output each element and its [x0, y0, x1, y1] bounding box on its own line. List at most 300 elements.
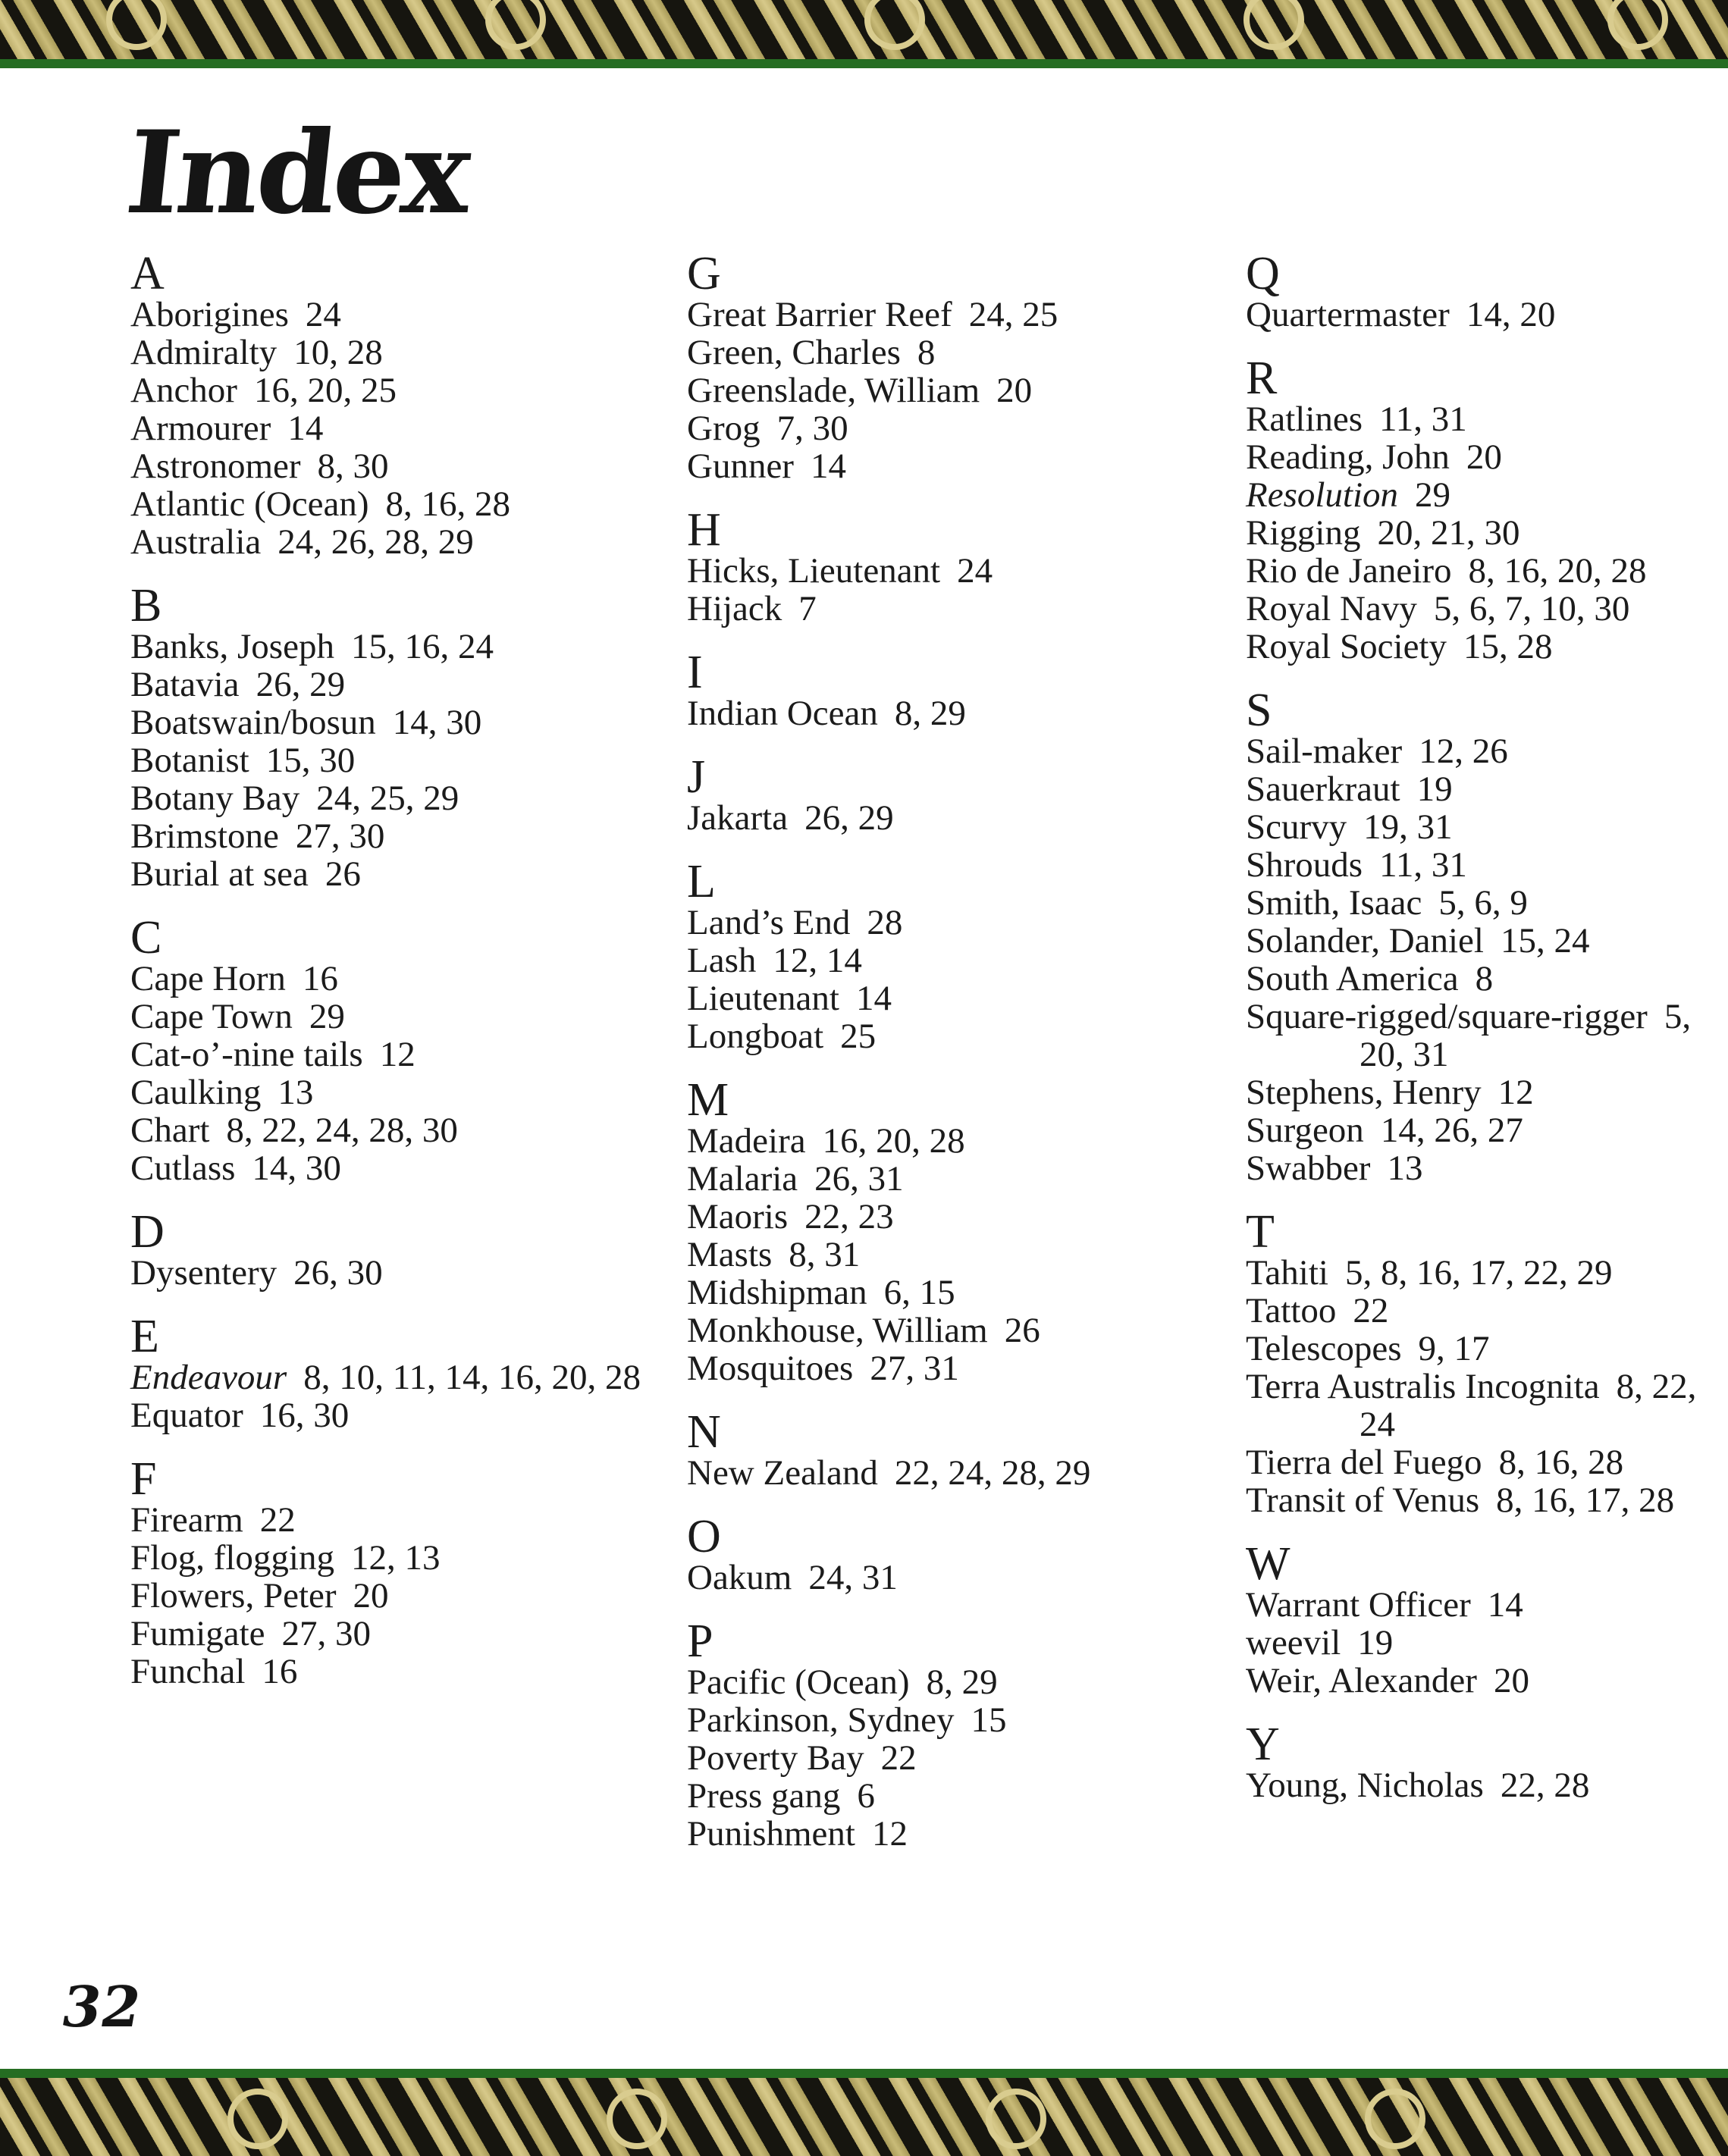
entry-pages: 19	[1357, 1623, 1394, 1662]
entry-term: Warrant Officer	[1246, 1585, 1471, 1625]
index-entry	[1246, 884, 1728, 922]
index-entry	[1246, 808, 1728, 846]
index-entry	[687, 942, 1248, 979]
entry-pages: 19	[1416, 769, 1453, 809]
index-entry	[130, 1254, 692, 1292]
index-entry	[1246, 922, 1728, 960]
entry-term: Gunner	[687, 447, 794, 486]
index-section	[1246, 685, 1728, 1188]
entry-pages: 16	[262, 1652, 298, 1691]
index-entry	[1246, 960, 1728, 998]
index-entry	[687, 334, 1248, 371]
entry-term: Anchor	[130, 371, 237, 410]
entry-term: Boatswain/bosun	[130, 703, 376, 742]
index-entry	[687, 1739, 1248, 1777]
index-section	[130, 248, 692, 562]
entry-pages: 26, 29	[256, 665, 346, 704]
index-entry	[1246, 1481, 1728, 1519]
entry-term: Reading, John	[1246, 437, 1450, 477]
index-entry	[687, 447, 1248, 485]
entry-pages: 11, 31	[1379, 845, 1467, 885]
index-section	[687, 248, 1248, 486]
entry-pages: 26, 30	[293, 1253, 383, 1293]
entry-pages: 20	[1493, 1661, 1529, 1700]
entry-pages: 8, 16, 17, 28	[1496, 1481, 1675, 1520]
index-section	[687, 647, 1248, 733]
entry-term: Fumigate	[130, 1614, 265, 1653]
entry-term: Pacific (Ocean)	[687, 1662, 910, 1702]
index-entry	[1246, 590, 1728, 628]
index-section	[130, 1206, 692, 1293]
entry-pages: 26, 29	[804, 798, 894, 838]
index-column-3	[1246, 248, 1728, 1827]
entry-pages: 22, 28	[1500, 1766, 1590, 1805]
entry-pages: 24	[957, 551, 993, 591]
entry-pages: 22	[880, 1738, 917, 1778]
entry-term: Smith, Isaac	[1246, 883, 1422, 923]
entry-term: Batavia	[130, 665, 240, 704]
index-entry	[687, 1663, 1248, 1701]
index-section	[1246, 353, 1728, 666]
entry-pages: 24, 26, 28, 29	[278, 522, 474, 562]
index-entry	[130, 371, 692, 409]
index-entry	[687, 1777, 1248, 1815]
entry-pages: 16, 20, 28	[822, 1121, 965, 1161]
entry-term: Mosquitoes	[687, 1349, 854, 1388]
entry-pages: 14, 30	[392, 703, 482, 742]
entry-pages: 6, 15	[883, 1273, 955, 1312]
entry-term: Malaria	[687, 1159, 798, 1199]
entry-pages: 27, 30	[281, 1614, 372, 1653]
border-ornament-icon	[106, 0, 167, 50]
entry-pages: 22, 24, 28, 29	[894, 1453, 1091, 1493]
section-letter: G	[687, 248, 721, 299]
entry-pages: 8, 22, 24, 28, 30	[226, 1111, 458, 1150]
entry-term: Square-rigged/square-rigger	[1246, 997, 1648, 1036]
entry-term: Great Barrier Reef	[687, 295, 952, 334]
index-column-2	[687, 248, 1248, 1876]
entry-pages: 16, 20, 25	[253, 371, 397, 410]
section-letter: P	[687, 1615, 713, 1667]
entry-term: Hijack	[687, 589, 782, 628]
section-letter: F	[130, 1453, 157, 1505]
index-entry	[130, 960, 692, 998]
entry-term: Press gang	[687, 1776, 841, 1816]
index-entry	[687, 1815, 1248, 1853]
entry-pages: 8, 10, 11, 14, 16, 20, 28	[303, 1358, 641, 1397]
section-letter: A	[130, 248, 165, 299]
entry-pages: 14, 30	[252, 1149, 341, 1188]
entry-pages: 12, 26	[1419, 732, 1508, 771]
index-entry	[130, 1577, 692, 1615]
bottom-decorative-border	[0, 2069, 1728, 2156]
border-ornament-icon	[1365, 2089, 1425, 2149]
entry-term: Astronomer	[130, 447, 301, 486]
entry-pages: 8	[1475, 959, 1494, 998]
index-entry	[1246, 1624, 1728, 1662]
index-section	[687, 1406, 1248, 1493]
index-entry	[1246, 1586, 1728, 1624]
index-entry	[1246, 1254, 1728, 1292]
entry-term: Brimstone	[130, 816, 279, 856]
entry-pages: 5, 6, 7, 10, 30	[1433, 589, 1630, 628]
entry-pages: 12	[1497, 1073, 1534, 1112]
index-entry	[130, 1539, 692, 1577]
index-entry	[687, 1311, 1248, 1349]
entry-pages: 12, 14	[773, 941, 862, 980]
entry-pages: 15, 24	[1500, 921, 1590, 960]
entry-term: Burial at sea	[130, 854, 309, 894]
entry-pages: 8, 16, 20, 28	[1468, 551, 1647, 591]
entry-term: Greenslade, William	[687, 371, 980, 410]
entry-pages: 25	[840, 1017, 877, 1056]
border-ornament-icon	[607, 2089, 667, 2149]
entry-term: Punishment	[687, 1814, 855, 1854]
entry-pages: 12	[379, 1035, 416, 1074]
entry-term: Terra Australis Incognita	[1246, 1367, 1600, 1406]
entry-term: Cutlass	[130, 1149, 236, 1188]
entry-term: Caulking	[130, 1073, 262, 1112]
entry-pages: 12	[871, 1814, 908, 1854]
entry-term: Royal Society	[1246, 627, 1447, 666]
section-letter: S	[1246, 685, 1272, 736]
entry-pages: 19, 31	[1363, 807, 1453, 847]
index-entry	[1246, 1073, 1728, 1111]
index-entry	[1246, 1443, 1728, 1481]
index-section	[1246, 1719, 1728, 1805]
border-ornament-icon	[864, 0, 925, 50]
entry-pages: 5, 6, 9	[1438, 883, 1528, 923]
index-entry	[1246, 1111, 1728, 1149]
entry-term: New Zealand	[687, 1453, 878, 1493]
index-entry	[1246, 1766, 1728, 1804]
entry-pages: 8, 22, 24	[1360, 1367, 1697, 1444]
entry-pages: 29	[1415, 475, 1451, 515]
index-section	[1246, 1538, 1728, 1700]
entry-term: Parkinson, Sydney	[687, 1700, 955, 1740]
entry-term: Sauerkraut	[1246, 769, 1400, 809]
index-section	[1246, 248, 1728, 334]
index-entry	[1246, 400, 1728, 438]
entry-pages: 20	[353, 1576, 389, 1615]
index-entry	[130, 485, 692, 523]
entry-pages: 15, 16, 24	[350, 627, 494, 666]
index-entry	[1246, 1368, 1728, 1443]
index-entry	[1246, 438, 1728, 476]
index-entry	[130, 334, 692, 371]
entry-pages: 22	[1353, 1291, 1389, 1330]
entry-term: Green, Charles	[687, 333, 901, 372]
entry-term: Dysentery	[130, 1253, 278, 1293]
entry-term: Stephens, Henry	[1246, 1073, 1482, 1112]
index-entry	[687, 552, 1248, 590]
entry-term: Cape Town	[130, 997, 293, 1036]
index-entry	[130, 998, 692, 1036]
entry-pages: 24, 25, 29	[316, 779, 459, 818]
index-entry	[1246, 476, 1728, 514]
entry-term: Ratlines	[1246, 400, 1363, 439]
border-ornament-icon	[227, 2089, 288, 2149]
index-entry	[1246, 514, 1728, 552]
entry-term: Swabber	[1246, 1149, 1371, 1188]
entry-pages: 29	[309, 997, 345, 1036]
entry-pages: 14, 26, 27	[1380, 1111, 1523, 1150]
index-entry	[1246, 732, 1728, 770]
entry-term: Surgeon	[1246, 1111, 1364, 1150]
entry-term: South America	[1246, 959, 1459, 998]
entry-term: Masts	[687, 1235, 773, 1274]
entry-term: Lash	[687, 941, 757, 980]
section-letter: O	[687, 1511, 721, 1562]
index-entry	[130, 817, 692, 855]
entry-term: Admiralty	[130, 333, 278, 372]
entry-pages: 10, 28	[293, 333, 383, 372]
entry-term: Monkhouse, William	[687, 1311, 988, 1350]
entry-term: Banks, Joseph	[130, 627, 334, 666]
entry-pages: 6	[857, 1776, 875, 1816]
entry-term: Botanist	[130, 741, 249, 780]
entry-pages: 14	[810, 447, 846, 486]
entry-pages: 7	[798, 589, 817, 628]
entry-pages: 8, 31	[789, 1235, 861, 1274]
index-entry	[130, 1149, 692, 1187]
index-entry	[687, 1236, 1248, 1274]
index-entry	[1246, 1330, 1728, 1368]
section-letter: R	[1246, 353, 1278, 404]
page-title: Index	[120, 106, 475, 240]
index-entry	[130, 523, 692, 561]
index-entry	[687, 1701, 1248, 1739]
index-column-1	[130, 248, 692, 1713]
entry-term: Endeavour	[130, 1358, 287, 1397]
entry-pages: 14	[1487, 1585, 1523, 1625]
entry-term: Royal Navy	[1246, 589, 1417, 628]
entry-term: Telescopes	[1246, 1329, 1402, 1368]
index-entry	[1246, 998, 1728, 1073]
index-section	[130, 912, 692, 1188]
entry-term: weevil	[1246, 1623, 1341, 1662]
entry-pages: 5, 20, 31	[1360, 997, 1692, 1074]
index-section	[687, 856, 1248, 1056]
index-entry	[130, 1073, 692, 1111]
entry-term: Hicks, Lieutenant	[687, 551, 941, 591]
entry-term: Quartermaster	[1246, 295, 1450, 334]
entry-term: Tahiti	[1246, 1253, 1328, 1293]
index-entry	[130, 1111, 692, 1149]
index-entry	[687, 979, 1248, 1017]
index-entry	[687, 694, 1248, 732]
entry-pages: 8	[917, 333, 936, 372]
entry-term: Grog	[687, 409, 761, 448]
index-entry	[130, 1653, 692, 1691]
index-entry	[130, 409, 692, 447]
section-letter: M	[687, 1074, 729, 1126]
entry-term: Funchal	[130, 1652, 246, 1691]
entry-term: Oakum	[687, 1558, 792, 1597]
index-section	[687, 1511, 1248, 1597]
entry-term: Poverty Bay	[687, 1738, 864, 1778]
entry-term: Rio de Janeiro	[1246, 551, 1452, 591]
entry-pages: 13	[1387, 1149, 1423, 1188]
entry-term: Transit of Venus	[1246, 1481, 1480, 1520]
entry-pages: 11, 31	[1379, 400, 1467, 439]
index-section	[687, 1615, 1248, 1854]
entry-pages: 24, 31	[808, 1558, 898, 1597]
index-entry	[130, 1358, 692, 1396]
entry-term: Equator	[130, 1396, 243, 1435]
index-entry	[687, 1454, 1248, 1492]
entry-term: Scurvy	[1246, 807, 1347, 847]
entry-term: Lieutenant	[687, 979, 839, 1018]
index-entry	[130, 741, 692, 779]
index-entry	[687, 590, 1248, 628]
index-entry	[130, 1501, 692, 1539]
index-entry	[687, 904, 1248, 942]
entry-term: Indian Ocean	[687, 694, 878, 733]
entry-term: Maoris	[687, 1197, 789, 1236]
entry-pages: 20	[996, 371, 1033, 410]
entry-term: Atlantic (Ocean)	[130, 484, 369, 524]
entry-term: Young, Nicholas	[1246, 1766, 1484, 1805]
entry-pages: 28	[867, 903, 903, 942]
entry-term: Tattoo	[1246, 1291, 1337, 1330]
entry-pages: 20	[1466, 437, 1502, 477]
entry-term: Jakarta	[687, 798, 789, 838]
section-letter: J	[687, 751, 706, 803]
entry-pages: 8, 30	[317, 447, 389, 486]
index-section	[1246, 1206, 1728, 1520]
index-entry	[687, 1274, 1248, 1311]
index-entry	[130, 628, 692, 666]
entry-pages: 20, 21, 30	[1377, 513, 1520, 553]
entry-pages: 14	[855, 979, 892, 1018]
section-letter: I	[687, 647, 703, 698]
entry-term: Flog, flogging	[130, 1538, 334, 1578]
index-entry	[687, 1198, 1248, 1236]
section-letter: Y	[1246, 1719, 1280, 1770]
entry-pages: 16, 30	[259, 1396, 350, 1435]
entry-term: Weir, Alexander	[1246, 1661, 1477, 1700]
index-entry	[687, 1122, 1248, 1160]
border-ornament-icon	[485, 0, 546, 50]
border-green-band	[0, 2069, 1728, 2078]
entry-term: Chart	[130, 1111, 210, 1150]
index-entry	[687, 409, 1248, 447]
entry-pages: 8, 16, 28	[1498, 1443, 1624, 1482]
index-section	[687, 1074, 1248, 1388]
border-ornament-icon	[1607, 0, 1668, 50]
index-entry	[130, 779, 692, 817]
section-letter: L	[687, 856, 716, 907]
entry-pages: 14	[287, 409, 324, 448]
section-letter: B	[130, 580, 162, 631]
section-letter: D	[130, 1206, 165, 1258]
entry-pages: 26	[325, 854, 361, 894]
entry-term: Cape Horn	[130, 959, 286, 998]
entry-term: Midshipman	[687, 1273, 867, 1312]
index-entry	[130, 855, 692, 893]
index-entry	[1246, 552, 1728, 590]
index-entry	[1246, 1149, 1728, 1187]
index-entry	[130, 666, 692, 704]
index-entry	[687, 296, 1248, 334]
entry-pages: 5, 8, 16, 17, 22, 29	[1344, 1253, 1613, 1293]
entry-term: Cat-o’-nine tails	[130, 1035, 363, 1074]
section-letter: N	[687, 1406, 721, 1458]
index-entry	[1246, 628, 1728, 666]
entry-pages: 27, 30	[295, 816, 385, 856]
section-letter: C	[130, 912, 162, 964]
index-entry	[130, 704, 692, 741]
entry-term: Madeira	[687, 1121, 806, 1161]
entry-term: Firearm	[130, 1500, 243, 1540]
index-section	[687, 751, 1248, 838]
index-entry	[1246, 296, 1728, 334]
index-entry	[687, 1160, 1248, 1198]
index-entry	[130, 1036, 692, 1073]
section-letter: Q	[1246, 248, 1280, 299]
section-letter: H	[687, 504, 721, 556]
index-entry	[687, 1559, 1248, 1597]
index-section	[130, 580, 692, 894]
section-letter: E	[130, 1311, 159, 1362]
entry-term: Rigging	[1246, 513, 1361, 553]
entry-term: Botany Bay	[130, 779, 300, 818]
entry-pages: 13	[278, 1073, 314, 1112]
entry-term: Aborigines	[130, 295, 289, 334]
index-entry	[687, 1349, 1248, 1387]
entry-pages: 8, 29	[894, 694, 966, 733]
index-entry	[130, 296, 692, 334]
entry-pages: 22, 23	[804, 1197, 894, 1236]
entry-term: Longboat	[687, 1017, 824, 1056]
entry-pages: 26, 31	[814, 1159, 904, 1199]
entry-term: Flowers, Peter	[130, 1576, 337, 1615]
entry-term: Armourer	[130, 409, 271, 448]
entry-pages: 15	[971, 1700, 1007, 1740]
entry-pages: 24, 25	[968, 295, 1058, 334]
page-number: 32	[56, 1975, 146, 2040]
index-entry	[130, 1615, 692, 1653]
top-decorative-border	[0, 0, 1728, 68]
index-entry	[1246, 770, 1728, 808]
entry-term: Shrouds	[1246, 845, 1363, 885]
section-letter: W	[1246, 1538, 1291, 1590]
index-entry	[687, 1017, 1248, 1055]
index-entry	[1246, 1292, 1728, 1330]
entry-term: Sail-maker	[1246, 732, 1403, 771]
entry-pages: 14, 20	[1466, 295, 1556, 334]
index-section	[130, 1311, 692, 1435]
section-letter: T	[1246, 1206, 1275, 1258]
border-ornament-icon	[1243, 0, 1304, 50]
index-section	[687, 504, 1248, 628]
entry-pages: 8, 16, 28	[385, 484, 510, 524]
border-ornament-icon	[986, 2089, 1046, 2149]
entry-pages: 9, 17	[1418, 1329, 1490, 1368]
entry-pages: 7, 30	[776, 409, 848, 448]
entry-pages: 26	[1004, 1311, 1040, 1350]
index-entry	[130, 447, 692, 485]
index-section	[130, 1453, 692, 1691]
border-green-band	[0, 59, 1728, 68]
entry-term: Australia	[130, 522, 262, 562]
entry-term: Solander, Daniel	[1246, 921, 1484, 960]
entry-term: Land’s End	[687, 903, 851, 942]
index-entry	[687, 799, 1248, 837]
entry-pages: 22	[259, 1500, 296, 1540]
entry-pages: 16	[302, 959, 338, 998]
